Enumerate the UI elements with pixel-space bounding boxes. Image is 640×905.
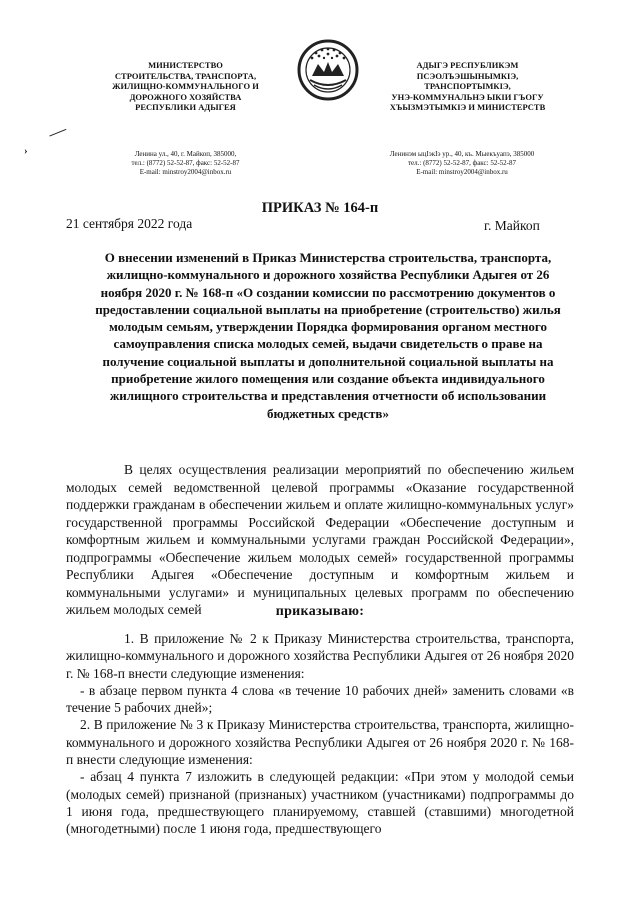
order-date: 21 сентября 2022 года (66, 216, 193, 231)
ministry-name-russian (78, 60, 293, 113)
decree-word: приказываю: (275, 604, 365, 619)
address-line: E-mail: minstroy2004@inbox.ru (416, 168, 508, 176)
order-city: г. Майкоп (484, 218, 540, 233)
header-line: СТРОИТЕЛЬСТВА, ТРАНСПОРТА, (114, 70, 257, 81)
address-line: E-mail: minstroy2004@inbox.ru (139, 168, 232, 176)
header-line: ДОРОЖНОГО ХОЗЯЙСТВА (129, 91, 242, 102)
scan-mark: › (24, 145, 28, 157)
header-line: ТРАНСПОРТЫМКIЭ, (424, 81, 511, 91)
preamble-paragraph: В целях осуществления реализации мероприятий по обеспечению жильем молодых семей ведомственной целевой программы «Оказание государственной поддержки гражданам в обеспечении жильем и оплате жилищно-коммунальных услуг» государственной программы Российской Федерации «Обеспечение доступным и комфортным жильем и коммунальными услугами граждан Российской Федерации», подпрограммы «Обеспечение жильем молодых семей» государственной программы Республики Адыгея «Обеспечение доступным и комфортным жильем и коммунальными услугами» и муниципальных целевых программ по обеспечению жильем молодых семей (66, 462, 574, 617)
header-line: ПСЭОЛЪЭШЫНЫМКIЭ, (416, 70, 519, 81)
address-russian (98, 150, 273, 177)
address-line: Ленина ул., 40, г. Майкоп, 385000, (134, 150, 237, 158)
order-items (66, 630, 574, 838)
order-subject: О внесении изменений в Приказ Министерства строительства, транспорта, жилищно-коммунального и дорожного хозяйства Республики Адыгея от 26 ноября 2020 г. № 168-п «О создании комиссии по рассмотрению документов о предоставлении социальной выплаты на приобретение (строительство) жилья молодым семьям, утверждении Порядка формирования органом местного самоуправления списка молодых семей, выдачи свидетельств о праве на получение социальной выплаты и дополнительной социальной выплаты на приобретение жилого помещения или создание объекта индивидуального жилищного строительства и представления отчетности об использовании бюджетных средств» (95, 250, 561, 421)
header-line: МИНИСТЕРСТВО (148, 60, 223, 70)
order-item-1: 1. В приложение № 2 к Приказу Министерства строительства, транспорта, жилищно-коммунального и дорожного хозяйства Республики Адыгея от 26 ноября 2020 г. № 168-п внести следующие изменения: (66, 631, 574, 681)
header-line: РЕСПУБЛИКИ АДЫГЕЯ (135, 102, 236, 112)
coat-of-arms-emblem (296, 38, 360, 102)
order-subitem: - в абзаце первом пункта 4 слова «в течение 10 рабочих дней» заменить словами «в течение 5 рабочих дней»; (66, 682, 574, 716)
scan-mark (49, 129, 68, 142)
ministry-name-adyghe (360, 60, 575, 113)
order-subitem: - абзац 4 пункта 7 изложить в следующей редакции: «При этом у молодой семьи (молодых семей) признаной (признаных) участником (участниками) подпрограммы до 1 июня года, предшествующего планируемому, ставшей (ставшими) многодетной (многодетными) после 1 июня года, предшествующего (66, 769, 574, 837)
header-line: УНЭ-КОММУНАЛЬНЭ ЫКIИ ГЪОГУ (391, 91, 544, 102)
header-line: ХЪЫЗМЭТЫМКIЭ И МИНИСТЕРСТВ (389, 102, 546, 112)
header-line: ЖИЛИЩНО-КОММУНАЛЬНОГО И (112, 81, 259, 91)
address-line: Ленинэм ыцIэкIэ ур., 40, къ. Мыекъуапэ, 385000 (389, 150, 535, 158)
address-line: тел.: (8772) 52-52-87, факс: 52-52-87 (407, 159, 516, 167)
order-title: ПРИКАЗ № 164-п (261, 200, 379, 216)
address-adyghe (362, 150, 562, 177)
header-line: АДЫГЭ РЕСПУБЛИКЭМ (416, 60, 519, 70)
order-item-2: 2. В приложение № 3 к Приказу Министерства строительства, транспорта, жилищно-коммунального и дорожного хозяйства Республики Адыгея от 26 ноября 2020 г. № 168-п внести следующие изменения: (66, 717, 574, 768)
address-line: тел.: (8772) 52-52-87, факс: 52-52-87 (131, 159, 240, 167)
